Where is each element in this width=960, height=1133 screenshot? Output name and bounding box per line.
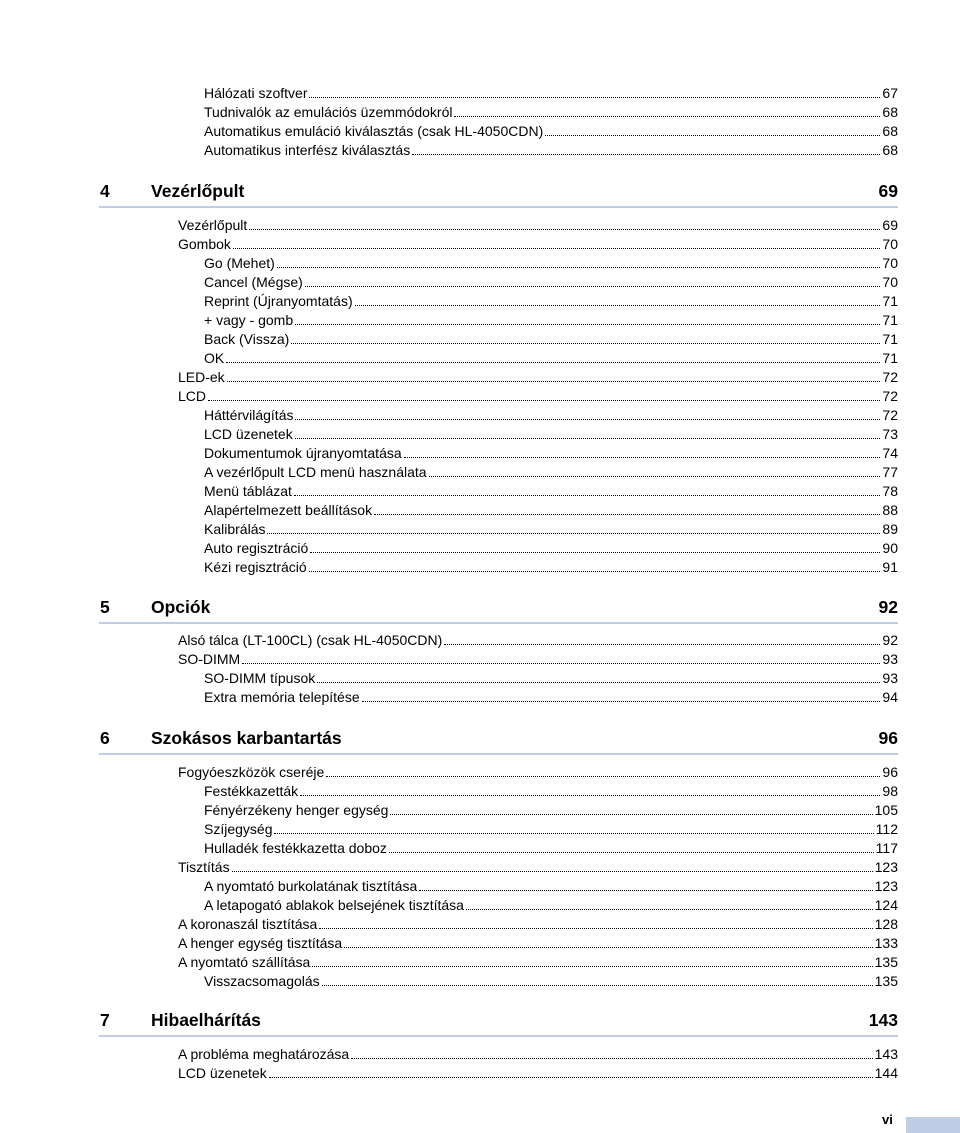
toc-leader-dots <box>404 457 881 458</box>
toc-entry-title: Cancel (Mégse) <box>204 274 303 290</box>
toc-leader-dots <box>227 381 881 382</box>
toc-leader-dots <box>429 476 881 477</box>
toc-entry-page: 144 <box>874 1065 898 1081</box>
toc-entry-title: Kalibrálás <box>204 521 266 537</box>
toc-entry-title: Go (Mehet) <box>204 255 275 271</box>
toc-entry-page: 70 <box>882 236 898 252</box>
toc-leader-dots <box>242 663 880 664</box>
toc-entry-title: Visszacsomagolás <box>204 973 320 989</box>
toc-entry[interactable] <box>204 800 898 819</box>
toc-entry[interactable] <box>204 83 898 102</box>
toc-entry-page: 72 <box>882 407 898 423</box>
toc-entry-page: 93 <box>882 651 898 667</box>
toc-entry-page: 94 <box>882 689 898 705</box>
toc-entry-title: Auto regisztráció <box>204 540 309 556</box>
toc-entry-page: 72 <box>882 388 898 404</box>
toc-entry-title: Alsó tálca (LT-100CL) (csak HL-4050CDN) <box>178 632 443 648</box>
toc-entry-title: A henger egység tisztítása <box>178 935 343 951</box>
toc-entry-page: 98 <box>882 783 898 799</box>
toc-entry[interactable] <box>204 405 898 424</box>
toc-entry-page: 70 <box>882 255 898 271</box>
toc-entry-title: Fényérzékeny henger egység <box>204 802 389 818</box>
toc-entry-title: + vagy - gomb <box>204 312 294 328</box>
toc-entry[interactable] <box>204 253 898 272</box>
toc-entry-page: 72 <box>882 369 898 385</box>
toc-entry[interactable] <box>204 971 898 990</box>
toc-entry-page: 88 <box>882 502 898 518</box>
toc-entry[interactable] <box>204 481 898 500</box>
toc-entry-title: A vezérlőpult LCD menü használata <box>204 464 427 480</box>
toc-leader-dots <box>294 495 880 496</box>
toc-entry-page: 92 <box>882 632 898 648</box>
toc-entry-page: 91 <box>882 559 898 575</box>
toc-entry-title: SO-DIMM típusok <box>204 670 316 686</box>
toc-entry-page: 71 <box>882 331 898 347</box>
toc-leader-dots <box>208 400 880 401</box>
toc-entry[interactable] <box>204 819 898 838</box>
toc-entry-page: 123 <box>874 878 898 894</box>
toc-leader-dots <box>295 324 880 325</box>
toc-entry[interactable] <box>204 329 898 348</box>
chapter-heading-7[interactable] <box>99 1009 898 1037</box>
toc-entry-page: 133 <box>874 935 898 951</box>
toc-entry-title: A nyomtató szállítása <box>178 954 311 970</box>
toc-entry-page: 93 <box>882 670 898 686</box>
toc-entry-title: Alapértelmezett beállítások <box>204 502 373 518</box>
toc-entry[interactable] <box>204 140 898 159</box>
toc-entry[interactable] <box>178 1063 898 1082</box>
toc-entry-title: LCD <box>178 388 207 404</box>
toc-leader-dots <box>300 795 880 796</box>
toc-leader-dots <box>274 833 873 834</box>
toc-leader-dots <box>466 909 873 910</box>
toc-entry[interactable] <box>178 367 898 386</box>
toc-entry[interactable] <box>204 500 898 519</box>
toc-leader-dots <box>305 286 881 287</box>
toc-entry-title: LED-ek <box>178 369 225 385</box>
toc-leader-dots <box>389 852 874 853</box>
toc-leader-dots <box>322 985 873 986</box>
toc-entry[interactable] <box>204 291 898 310</box>
toc-entry-page: 124 <box>874 897 898 913</box>
toc-entry[interactable] <box>178 762 898 781</box>
chapter-title: Szokásos karbantartás <box>151 728 342 748</box>
toc-entry[interactable] <box>204 781 898 800</box>
toc-leader-dots <box>444 644 880 645</box>
toc-leader-dots <box>454 116 880 117</box>
chapter-number: 5 <box>100 597 110 617</box>
toc-entry-title: A nyomtató burkolatának tisztítása <box>204 878 418 894</box>
chapter-heading-6[interactable] <box>99 727 898 755</box>
chapter-title: Hibaelhárítás <box>151 1010 261 1030</box>
toc-leader-dots <box>312 966 872 967</box>
toc-leader-dots <box>310 552 880 553</box>
toc-entry-page: 78 <box>882 483 898 499</box>
toc-entry[interactable] <box>204 895 898 914</box>
toc-leader-dots <box>545 135 880 136</box>
toc-entry[interactable] <box>204 310 898 329</box>
toc-entry[interactable] <box>204 557 898 576</box>
toc-leader-dots <box>295 419 880 420</box>
toc-leader-dots <box>309 97 880 98</box>
toc-entry-page: 96 <box>882 764 898 780</box>
chapter-page: 143 <box>868 1010 898 1030</box>
toc-entry-title: Reprint (Újranyomtatás) <box>204 293 353 309</box>
toc-entry-page: 71 <box>882 312 898 328</box>
toc-entry-title: A probléma meghatározása <box>178 1046 350 1062</box>
toc-entry[interactable] <box>178 215 898 234</box>
toc-entry-page: 68 <box>882 123 898 139</box>
toc-entry-title: Automatikus emuláció kiválasztás (csak HL-4050CDN) <box>204 123 544 139</box>
toc-entry-page: 73 <box>882 426 898 442</box>
toc-entry[interactable] <box>204 121 898 140</box>
toc-leader-dots <box>412 154 880 155</box>
toc-entry-page: 71 <box>882 293 898 309</box>
toc-entry-title: Menü táblázat <box>204 483 292 499</box>
toc-entry[interactable] <box>204 348 898 367</box>
toc-entry[interactable] <box>178 234 898 253</box>
toc-entry[interactable] <box>178 630 898 649</box>
toc-leader-dots <box>374 514 880 515</box>
toc-entry-page: 112 <box>875 821 898 837</box>
toc-entry-page: 123 <box>874 859 898 875</box>
toc-entry-title: A letapogató ablakok belsejének tisztítása <box>204 897 464 913</box>
toc-entry-title: Extra memória telepítése <box>204 689 360 705</box>
toc-entry-page: 77 <box>882 464 898 480</box>
toc-entry-title: Back (Vissza) <box>204 331 290 347</box>
toc-leader-dots <box>309 571 881 572</box>
chapter-page: 69 <box>878 181 898 201</box>
toc-entry[interactable] <box>204 462 898 481</box>
toc-leader-dots <box>326 776 880 777</box>
toc-entry-title: Vezérlőpult <box>178 217 248 233</box>
chapter-heading-4[interactable] <box>99 180 898 208</box>
toc-entry-page: 135 <box>874 973 898 989</box>
toc-entry[interactable] <box>178 857 898 876</box>
toc-entry-page: 69 <box>882 217 898 233</box>
toc-leader-dots <box>277 267 881 268</box>
toc-entry[interactable] <box>204 668 898 687</box>
toc-entry-title: Hálózati szoftver <box>204 85 308 101</box>
toc-entry-title: Hulladék festékkazetta doboz <box>204 840 387 856</box>
toc-entry-page: 105 <box>874 802 898 818</box>
toc-entry-page: 71 <box>882 350 898 366</box>
toc-entry[interactable] <box>178 933 898 952</box>
toc-entry-title: Dokumentumok újranyomtatása <box>204 445 402 461</box>
toc-leader-dots <box>317 682 880 683</box>
toc-leader-dots <box>291 343 880 344</box>
toc-entry[interactable] <box>178 952 898 971</box>
toc-entry-title: SO-DIMM <box>178 651 241 667</box>
chapter-number: 4 <box>100 181 110 201</box>
toc-entry-page: 135 <box>874 954 898 970</box>
toc-entry[interactable] <box>204 272 898 291</box>
toc-entry[interactable] <box>178 649 898 668</box>
toc-leader-dots <box>249 229 880 230</box>
toc-leader-dots <box>226 362 880 363</box>
toc-entry-title: OK <box>204 350 225 366</box>
toc-entry-page: 67 <box>882 85 898 101</box>
toc-entry-title: Fogyóeszközök cseréje <box>178 764 325 780</box>
toc-entry-page: 90 <box>882 540 898 556</box>
toc-entry[interactable] <box>204 876 898 895</box>
toc-entry[interactable] <box>204 838 898 857</box>
toc-entry-page: 74 <box>882 445 898 461</box>
toc-leader-dots <box>295 438 881 439</box>
chapter-title: Vezérlőpult <box>151 181 245 201</box>
toc-entry-page: 128 <box>874 916 898 932</box>
toc-entry-page: 143 <box>874 1046 898 1062</box>
toc-entry[interactable] <box>204 443 898 462</box>
chapter-title: Opciók <box>151 597 211 617</box>
toc-entry-title: Szíjegység <box>204 821 273 837</box>
toc-leader-dots <box>319 928 872 929</box>
toc-leader-dots <box>355 305 881 306</box>
toc-entry[interactable] <box>204 687 898 706</box>
toc-leader-dots <box>344 947 872 948</box>
chapter-heading-5[interactable] <box>99 596 898 624</box>
chapter-page: 92 <box>878 597 898 617</box>
chapter-number: 7 <box>100 1010 110 1030</box>
toc-entry-page: 68 <box>882 104 898 120</box>
toc-leader-dots <box>390 814 872 815</box>
toc-entry[interactable] <box>204 424 898 443</box>
toc-entry-title: Tisztítás <box>178 859 230 875</box>
toc-entry-title: LCD üzenetek <box>204 426 293 442</box>
toc-leader-dots <box>419 890 872 891</box>
toc-entry-title: A koronaszál tisztítása <box>178 916 318 932</box>
toc-entry[interactable] <box>178 1044 898 1063</box>
toc-leader-dots <box>269 1077 873 1078</box>
chapter-number: 6 <box>100 728 110 748</box>
toc-leader-dots <box>233 248 881 249</box>
toc-entry[interactable] <box>178 386 898 405</box>
toc-leader-dots <box>267 533 880 534</box>
toc-entry-title: Tudnivalók az emulációs üzemmódokról <box>204 104 453 120</box>
toc-entry[interactable] <box>204 102 898 121</box>
chapter-page: 96 <box>878 728 898 748</box>
toc-entry-page: 68 <box>882 142 898 158</box>
toc-entry-title: Gombok <box>178 236 231 252</box>
page-tab-decoration <box>906 1117 960 1133</box>
toc-entry-title: Kézi regisztráció <box>204 559 307 575</box>
toc-entry-page: 70 <box>882 274 898 290</box>
toc-entry-title: Háttérvilágítás <box>204 407 294 423</box>
toc-entry-page: 89 <box>882 521 898 537</box>
toc-entry-title: Festékkazetták <box>204 783 299 799</box>
toc-leader-dots <box>232 871 873 872</box>
toc-entry-page: 117 <box>875 840 898 856</box>
toc-entry[interactable] <box>204 519 898 538</box>
page-number-label: vi <box>882 1112 893 1127</box>
toc-entry-title: Automatikus interfész kiválasztás <box>204 142 411 158</box>
toc-entry[interactable] <box>204 538 898 557</box>
toc-entry-title: LCD üzenetek <box>178 1065 267 1081</box>
toc-entry[interactable] <box>178 914 898 933</box>
toc-leader-dots <box>351 1058 872 1059</box>
toc-leader-dots <box>362 701 881 702</box>
